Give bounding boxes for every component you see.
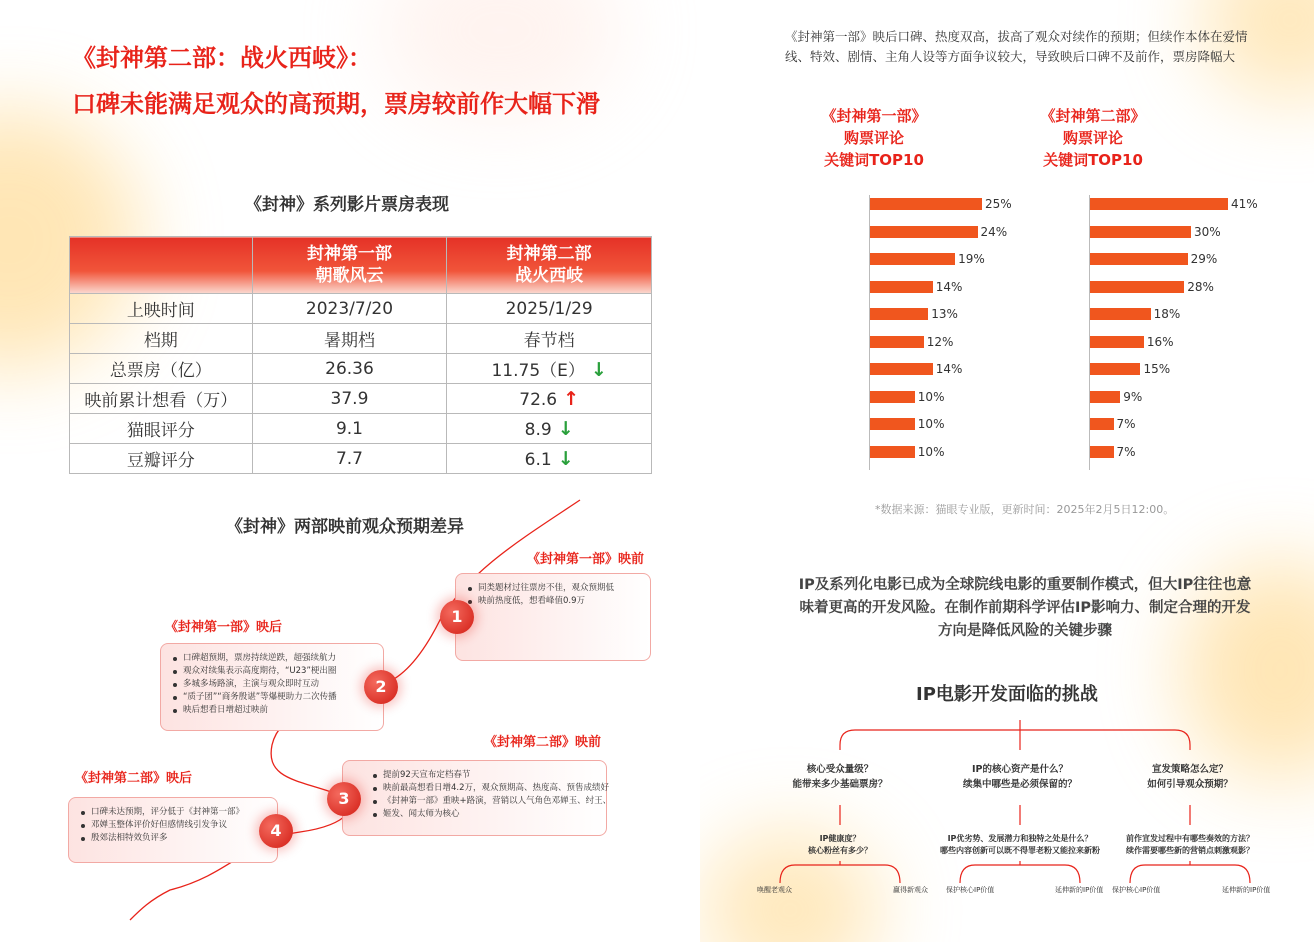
tree-sub-line: 续作需要哪些新的营销点刺激观影？ <box>1126 846 1254 855</box>
chart-bar <box>1090 253 1188 265</box>
chart-bar <box>870 253 955 265</box>
part2-value: 春节档 <box>523 331 575 351</box>
tree-question-3 <box>1120 762 1260 792</box>
timeline-item: 映前热度低，想看峰值0.9万 <box>468 595 638 608</box>
trend-down-icon: ↓ <box>557 447 574 470</box>
chart-value-label: 29% <box>1190 252 1218 266</box>
chart2-title-line: 购票评论 <box>1062 129 1123 147</box>
chart-value-label: 14% <box>935 279 963 294</box>
col-header-part1 <box>252 237 447 294</box>
timeline-box-1 <box>455 573 651 661</box>
timeline-item: “质子团”“商务殷谌”等爆梗助力二次传播 <box>173 691 371 704</box>
chart1-title-line: 关键词TOP10 <box>824 151 924 169</box>
timeline-item: 映后想看日增超过映前 <box>173 704 371 717</box>
tree-question-2 <box>940 762 1100 792</box>
timeline-box-2 <box>160 643 384 731</box>
part2-cell <box>447 444 652 474</box>
chart-value-label: 16% <box>1146 334 1174 349</box>
trend-down-icon: ↓ <box>557 417 574 440</box>
tree-sub-line: 哪些内容创新可以既不得罪老粉又能拉来新粉 <box>940 846 1100 855</box>
chart2-title <box>1013 105 1173 171</box>
tree-line <box>960 861 1080 883</box>
chart-value-label: 12% <box>926 334 954 349</box>
timeline-number-2: 2 <box>364 670 398 704</box>
chart-value-label: 25% <box>985 197 1012 211</box>
timeline-item: 同类题材过往票房不佳，观众预期低 <box>468 582 638 595</box>
part1-value: 2023/7/20 <box>252 294 447 324</box>
col-header-part2 <box>447 237 652 294</box>
timeline-head-1: 《封神第一部》映前 <box>527 552 645 567</box>
part1-value: 26.36 <box>252 354 447 384</box>
part1-value: 暑期档 <box>252 324 447 354</box>
chart-value-label: 10% <box>917 417 945 431</box>
chart-bar <box>1090 281 1184 293</box>
timeline-head-4: 《封神第二部》映后 <box>75 771 193 786</box>
table-row <box>70 444 652 474</box>
chart-value-label: 15% <box>1143 362 1171 376</box>
part2-value: 11.75（E） <box>491 361 585 381</box>
row-label: 档期 <box>70 324 253 354</box>
table-title: 《封神》系列影片票房表现 <box>245 195 449 215</box>
tree-leaf: 延伸新的IP价值 <box>1055 886 1104 894</box>
chart1-title-line: 购票评论 <box>843 129 904 147</box>
timeline-number-4: 4 <box>259 814 293 848</box>
data-source: *数据来源：猫眼专业版，更新时间：2025年2月5日12:00。 <box>875 503 1175 516</box>
table-row <box>70 294 652 324</box>
timeline-item: 邓婵玉整体评价好但感情线引发争议 <box>81 819 265 832</box>
part1-value: 9.1 <box>252 414 447 444</box>
timeline-box-4 <box>68 797 278 863</box>
chart-bar <box>1090 363 1140 375</box>
chart-value-label: 14% <box>935 362 963 376</box>
timeline-item: 观众对续集表示高度期待，“U23”梗出圈 <box>173 665 371 678</box>
right-page <box>700 0 1314 942</box>
tree-leaf: 保护核心IP价值 <box>1112 886 1161 894</box>
tree-line <box>780 861 900 883</box>
chart2-title-line: 《封神第二部》 <box>1040 107 1146 125</box>
chart-bar <box>870 363 933 375</box>
part2-cell <box>447 384 652 414</box>
chart-bar <box>1090 226 1191 238</box>
timeline-item: 映前最高想看日增4.2万，观众预期高、热度高、预售成绩好 <box>373 782 594 795</box>
chart-value-label: 10% <box>917 444 945 459</box>
col-header-line: 朝歌风云 <box>315 266 384 286</box>
part2-cell <box>447 414 652 444</box>
timeline-item: 多城多场路演，主演与观众即时互动 <box>173 678 371 691</box>
chart-value-label: 28% <box>1187 279 1214 294</box>
part2-value: 6.1 <box>524 449 552 470</box>
chart-value-label: 7% <box>1116 444 1136 459</box>
chart-value-label: 24% <box>980 224 1008 239</box>
part2-cell <box>447 294 652 324</box>
chart-value-label: 19% <box>958 252 985 266</box>
row-label: 豆瓣评分 <box>70 444 253 474</box>
chart-bar <box>1090 198 1228 210</box>
part2-cell <box>447 324 652 354</box>
chart-bar <box>870 226 978 238</box>
timeline-item: 殷郊法相特效负评多 <box>81 832 265 845</box>
col-header-line: 封神第二部 <box>506 244 592 264</box>
tree-question-line: 续集中哪些是必须保留的？ <box>962 779 1077 790</box>
timeline-item: 口碑超预期，票房持续逆跌，超强续航力 <box>173 652 371 665</box>
part1-value: 37.9 <box>252 384 447 414</box>
part2-value: 2025/1/29 <box>505 298 593 319</box>
tree-sub-3 <box>1095 833 1285 857</box>
col-header-line: 封神第一部 <box>306 244 392 264</box>
row-label: 猫眼评分 <box>70 414 253 444</box>
tree-question-line: 能带来多少基础票房？ <box>792 779 888 790</box>
chart-bar <box>1090 446 1114 458</box>
timeline-item: 《封神第一部》重映+路演，营销以人气角色邓婵玉、纣王、 <box>373 795 594 808</box>
tree-question-line: IP的核心资产是什么？ <box>972 764 1068 775</box>
chart-bar <box>1090 391 1120 403</box>
tree-leaf: 唤醒老观众 <box>757 886 792 894</box>
timeline-head-3: 《封神第二部》映前 <box>484 735 602 750</box>
part2-value: 8.9 <box>524 419 552 440</box>
tree-sub-line: IP健康度？ <box>819 834 861 843</box>
row-label: 映前累计想看（万） <box>70 384 253 414</box>
timeline-head-2: 《封神第一部》映后 <box>165 620 283 635</box>
tree-leaf: 保护核心IP价值 <box>946 886 995 894</box>
tree-leaf: 赢得新观众 <box>893 886 928 894</box>
chart-value-label: 7% <box>1116 417 1136 431</box>
tree-question-line: 如何引导观众预期？ <box>1147 779 1233 790</box>
chart-value-label: 30% <box>1193 224 1221 239</box>
chart-bar <box>870 391 915 403</box>
part2-value: 72.6 <box>519 389 558 410</box>
chart-bar <box>870 418 915 430</box>
chart-value-label: 13% <box>931 307 958 321</box>
chart-value-label: 41% <box>1231 197 1258 211</box>
tree-sub-line: 前作宣发过程中有哪些奏效的方法？ <box>1126 834 1254 843</box>
chart-value-label: 18% <box>1153 307 1181 321</box>
tree-leaf: 延伸新的IP价值 <box>1222 886 1271 894</box>
tree-line <box>840 730 1190 750</box>
chart1-title <box>794 105 954 171</box>
intro-text: 《封神第一部》映后口碑、热度双高，拔高了观众对续作的预期；但续作本体在爱情线、特效、剧情、主角人设等方面争议较大，导致映后口碑不及前作，票房降幅大 <box>785 29 1248 64</box>
tree-question-1 <box>770 762 910 792</box>
chart-bar <box>870 281 933 293</box>
timeline-item: 口碑未达预期，评分低于《封神第一部》 <box>81 806 265 819</box>
timeline-number-1: 1 <box>440 600 474 634</box>
chart-bar <box>870 336 924 348</box>
challenge-tree-lines <box>700 715 1314 895</box>
table-row <box>70 354 652 384</box>
chart-value-label: 10% <box>917 389 945 404</box>
col-header-line: 战火西岐 <box>515 266 584 286</box>
chart-bar <box>870 198 982 210</box>
tree-sub-line: IP优劣势、发展潜力和独特之处是什么？ <box>947 834 1093 843</box>
trend-down-icon: ↓ <box>590 359 607 381</box>
table-header-row <box>70 237 652 294</box>
box-office-table <box>69 236 652 474</box>
table-corner <box>70 237 253 294</box>
tree-sub-2 <box>915 833 1125 857</box>
tree-line <box>1130 861 1250 883</box>
timeline-box-3 <box>342 760 612 836</box>
trend-up-icon: ↑ <box>563 387 580 410</box>
chart-value-label: 9% <box>1123 389 1143 404</box>
part1-value: 7.7 <box>252 444 447 474</box>
chart2-title-line: 关键词TOP10 <box>1043 151 1143 169</box>
chart-bar <box>1090 308 1151 320</box>
table-row <box>70 414 652 444</box>
tree-sub-1 <box>770 833 910 857</box>
tree-question-line: 核心受众量级？ <box>806 764 874 775</box>
ip-challenges-title: IP电影开发面临的挑战 <box>916 684 1098 705</box>
chart1-title-line: 《封神第一部》 <box>821 107 927 125</box>
ip-paragraph: IP及系列化电影已成为全球院线电影的重要制作模式，但大IP往往也意味着更高的开发风险。在制作前期科学评估IP影响力、制定合理的开发方向是降低风险的关键步骤 <box>798 577 1252 639</box>
part2-cell <box>447 354 652 384</box>
chart-bar <box>870 446 915 458</box>
row-label: 总票房（亿） <box>70 354 253 384</box>
table-row <box>70 324 652 354</box>
tree-sub-line: 核心粉丝有多少？ <box>808 846 872 855</box>
table-row <box>70 384 652 414</box>
timeline-title: 《封神》两部映前观众预期差异 <box>226 517 464 537</box>
timeline-item: 姬发、闻太师为核心 <box>373 808 594 821</box>
chart-bar <box>870 308 928 320</box>
timeline-number-3: 3 <box>327 782 361 816</box>
page-subtitle: 口碑未能满足观众的高预期，票房较前作大幅下滑 <box>72 90 600 118</box>
page-title: 《封神第二部：战火西岐》： <box>72 44 372 72</box>
chart-bar <box>1090 336 1144 348</box>
chart-bar <box>1090 418 1114 430</box>
row-label: 上映时间 <box>70 294 253 324</box>
tree-question-line: 宣发策略怎么定？ <box>1151 764 1228 775</box>
timeline-item: 提前92天宣布定档春节 <box>373 769 594 782</box>
